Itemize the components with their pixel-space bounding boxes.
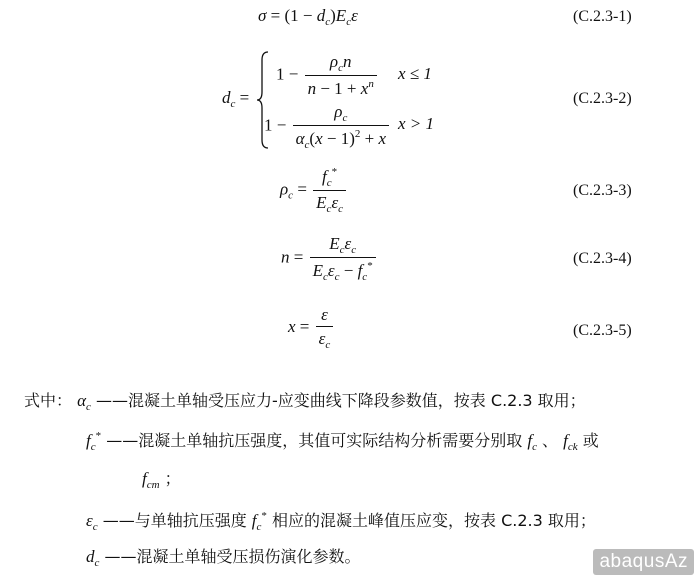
definition-alpha-text: ——混凝土单轴受压应力-应变曲线下降段参数值，按表 C.2.3 取用； (96, 391, 586, 410)
equation-number: (C.2.3-4) (573, 250, 632, 267)
symbol-fcm: $f_{cm}$ (142, 469, 160, 491)
definition-fc-star (86, 428, 599, 453)
equation-c232-case1: 1 − $\frac{\rho_cn}{n - 1 + x^n}$ (276, 52, 379, 99)
equation-c234: n = $\frac{E_c\varepsilon_c}{E_c\varepsilon_c - f_c^*}$ (281, 234, 378, 283)
symbol-fc: $f_c$ (527, 431, 537, 453)
symbol-fck: $f_{ck}$ (563, 431, 578, 453)
equation-number: (C.2.3-2) (573, 90, 632, 107)
equation-c232-lhs: $d_c$ = (222, 88, 250, 110)
symbol-fc-star: $f_c^*$ (251, 510, 267, 533)
definition-fc-star-text: ——混凝土单轴抗压强度，其值可实际结构分析需要分别取 (106, 431, 523, 450)
definition-fcm (142, 466, 181, 491)
watermark: abaqusAz (593, 549, 694, 575)
definition-alpha (24, 388, 586, 413)
definition-or: 或 (582, 431, 599, 450)
equation-c232-case2: 1 − $\frac{\rho_c}{\alpha_c(x - 1)^2 + x}$ (264, 102, 391, 151)
equation-number: (C.2.3-3) (573, 182, 632, 199)
symbol-fc-star: $f_c^*$ (86, 430, 102, 453)
equation-c232-condition2: x > 1 (398, 114, 435, 133)
definition-eps-text-a: ——与单轴抗压强度 (102, 511, 247, 530)
equation-c231: $\sigma = (1 - d_c)E_c\varepsilon$ (258, 6, 358, 28)
definition-eps-text-b: 相应的混凝土峰值压应变，按表 C.2.3 取用； (272, 511, 596, 530)
definitions-intro: 式中： (24, 391, 73, 410)
equation-number: (C.2.3-1) (573, 8, 632, 25)
definition-dc (86, 544, 361, 569)
symbol-epsilon-c: $\varepsilon_c$ (86, 511, 98, 533)
symbol-alpha-c: $\alpha_c$ (77, 391, 91, 413)
equation-c232-condition1: x ≤ 1 (398, 64, 432, 83)
definition-epsilon-c (86, 508, 596, 533)
equation-c233: $\rho_c$ = $\frac{f_c^*}{E_c\varepsilon_c}$ (280, 166, 348, 215)
symbol-dc: $d_c$ (86, 547, 100, 569)
definition-separator: 、 (542, 431, 559, 450)
definition-fcm-end: ； (164, 469, 181, 488)
equation-c235: x = $\frac{\varepsilon}{\varepsilon_c}$ (288, 305, 335, 351)
equation-number: (C.2.3-5) (573, 322, 632, 339)
definition-dc-text: ——混凝土单轴受压损伤演化参数。 (104, 547, 361, 566)
